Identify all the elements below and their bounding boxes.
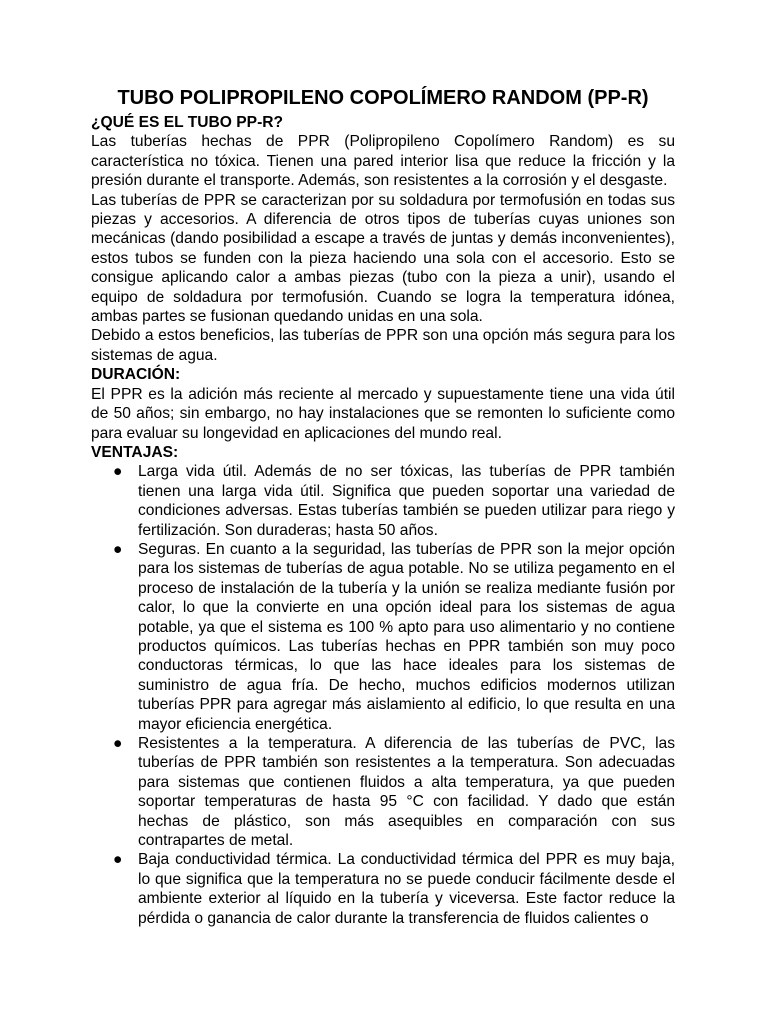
- paragraph: El PPR es la adición más reciente al mercado y supuestamente tiene una vida útil de 50 años; sin embargo, no hay instalaciones que se remonten lo suficiente como para evaluar su longevidad en aplicaciones del mundo real.: [91, 385, 675, 442]
- list-item-text: Baja conductividad térmica. La conductividad térmica del PPR es muy baja, lo que significa que la temperatura no se puede conducir fácilmente desde el ambiente exterior al líquido en la tubería y viceversa. Este factor reduce la pérdida o ganancia de calor durante la transferencia de fluidos calientes o: [138, 851, 675, 927]
- section-heading-que-es: ¿QUÉ ES EL TUBO PP-R?: [91, 114, 284, 131]
- list-item: [91, 462, 675, 540]
- list-item-text: Larga vida útil. Además de no ser tóxicas, las tuberías de PPR también tienen una larga vida útil. Significa que pueden soportar una variedad de condiciones adversas. Estas tuberías también se pueden utilizar para riego y fertilización. Son duraderas; hasta 50 años.: [138, 463, 675, 539]
- document-page: [91, 86, 675, 928]
- section-heading-duracion: DURACIÓN:: [91, 366, 181, 384]
- list-item: [91, 850, 675, 928]
- bullet-icon: ●: [113, 540, 123, 558]
- bullet-icon: ●: [113, 851, 123, 869]
- list-item-text: Resistentes a la temperatura. A diferencia de las tuberías de PVC, las tuberías de PPR también son resistentes a la temperatura. Son adecuadas para sistemas que contienen fluidos a alta temperatura, ya que pueden soportar temperaturas de hasta 95 °C con facilidad. Y dado que están hechas de plástico, son más asequibles en comparación con sus contrapartes de metal.: [138, 735, 675, 850]
- ventajas-list: [91, 462, 675, 928]
- list-item-text: Seguras. En cuanto a la seguridad, las tuberías de PPR son la mejor opción para los sistemas de tuberías de agua potable. No se utiliza pegamento en el proceso de instalación de la tubería y la unión se realiza mediante fusión por calor, lo que la convierte en una opción ideal para los sistemas de agua potable, ya que el sistema es 100 % apto para uso alimentario y no contiene productos químicos. Las tuberías hechas en PPR también son muy poco conductoras térmicas, lo que las hace ideales para los sistemas de suministro de agua fría. De hecho, muchos edificios modernos utilizan tuberías PPR para agregar más aislamiento al edificio, lo que resulta en una mayor eficiencia energética.: [138, 540, 675, 733]
- bullet-icon: ●: [113, 463, 123, 481]
- list-item: [91, 734, 675, 850]
- document-title: TUBO POLIPROPILENO COPOLÍMERO RANDOM (PP-R): [117, 87, 649, 109]
- paragraph: Debido a estos beneficios, las tuberías de PPR son una opción más segura para los sistemas de agua.: [91, 327, 675, 364]
- paragraph: Las tuberías de PPR se caracterizan por su soldadura por termofusión en todas sus piezas y accesorios. A diferencia de otros tipos de tuberías cuyas uniones son mecánicas (dando posibilidad a escape a través de juntas y demás inconvenientes), estos tubos se funden con la pieza haciendo una sola con el accesorio. Esto se consigue aplicando calor a ambas piezas (tubo con la pieza a unir), usando el equipo de soldadura por termofusión. Cuando se logra la temperatura idónea, ambas partes se fusionan quedando unidas en una sola.: [91, 191, 675, 326]
- bullet-icon: ●: [113, 735, 123, 752]
- list-item: [91, 540, 675, 734]
- section-heading-ventajas: VENTAJAS:: [91, 443, 179, 461]
- paragraph: Las tuberías hechas de PPR (Polipropileno Copolímero Random) es su característica no tóxica. Tienen una pared interior lisa que reduce la fricción y la presión durante el transporte. Además, son resistentes a la corrosión y el desgaste.: [91, 133, 675, 190]
